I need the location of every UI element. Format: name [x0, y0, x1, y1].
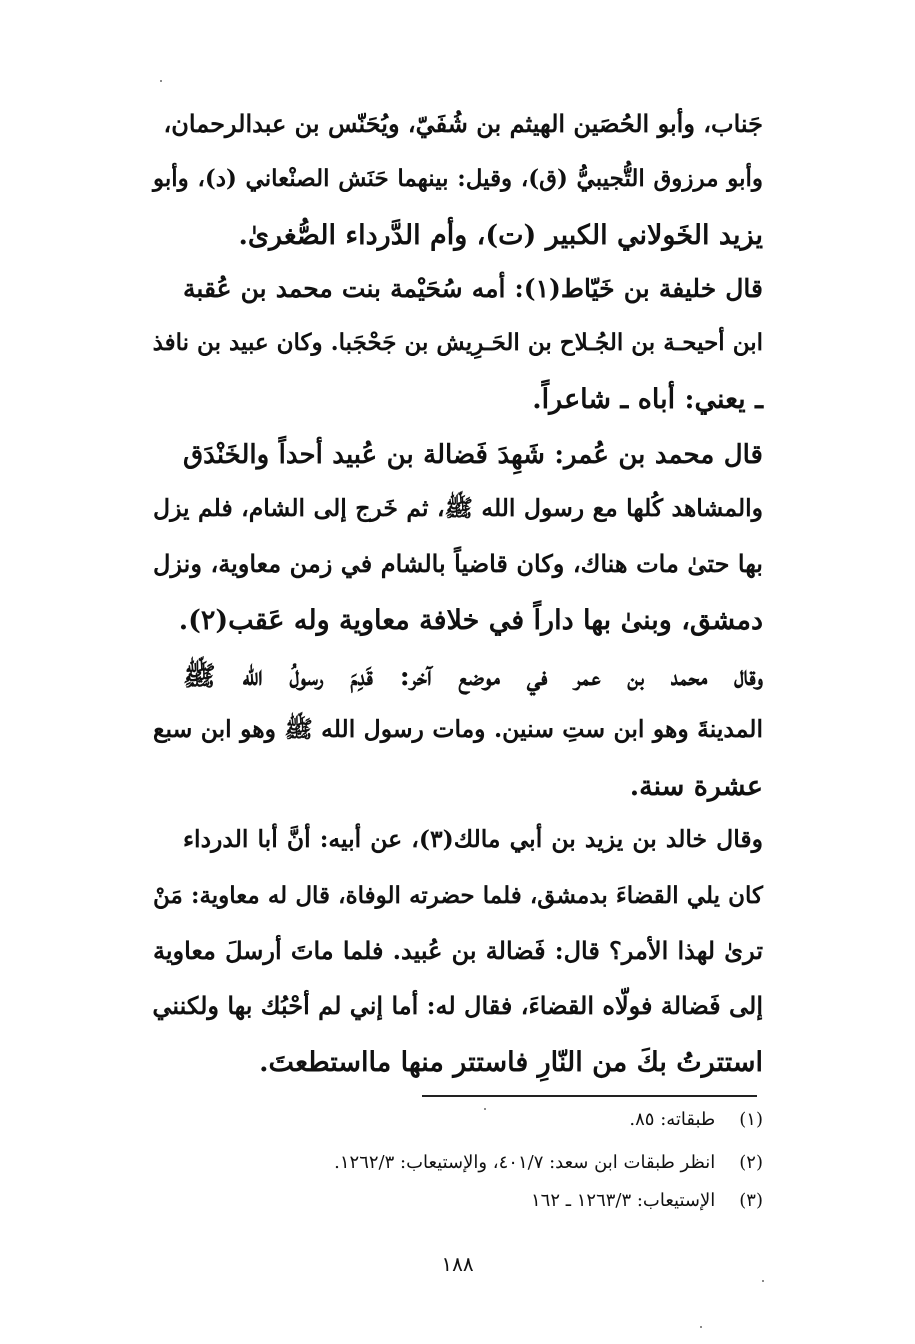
- footnote: [153, 1190, 763, 1211]
- text-line: بها حتىٰ مات هناك، وكان قاضياً بالشام في زمن معاوية، ونزل: [153, 549, 763, 578]
- footnote-text: طبقاته: ٨٥.: [629, 1109, 716, 1130]
- text-line: استترتُ بكَ من النّارِ فاستتر منها مااستطعتَ.: [259, 1047, 763, 1078]
- text-line: عشرة سنة.: [629, 771, 763, 802]
- scan-speck: [484, 1108, 486, 1110]
- text-line: المدينةَ وهو ابن ستِ سنين. ومات رسول الله ﷺ وهو ابن سبع: [153, 715, 763, 743]
- footnote-text: الإستيعاب: ١٢٦٣/٣ ـ ١٦٢: [531, 1190, 716, 1211]
- footnote: [153, 1109, 763, 1130]
- scan-speck: [700, 1326, 702, 1328]
- text-line: قال خليفة بن خَيّاط(١): أمه سُحَيْمة بنت محمد بن عُقبة: [183, 274, 763, 303]
- text-line: دمشق، وبنىٰ بها داراً في خلافة معاوية وله عَقب(٢).: [178, 605, 763, 636]
- text-line: وقال محمد بن عمر في موضع آخر: قَدِمَ رسولُ الله ﷺ: [183, 661, 763, 692]
- text-line: ترىٰ لهذا الأمر؟ قال: فَضالة بن عُبيد. فلما ماتَ أرسلَ معاوية: [153, 936, 763, 965]
- text-line: كان يلي القضاءَ بدمشق، فلما حضرته الوفاة، قال له معاوية: مَنْ: [153, 882, 763, 909]
- text-line: إلى فَضالة فولّاه القضاءَ، فقال له: أما إني لم أحْبُك بها ولكنني: [152, 991, 763, 1020]
- scan-speck: [762, 1280, 764, 1282]
- footnote-number: (٢): [739, 1152, 763, 1173]
- text-line: يزيد الخَولاني الكبير (ت)، وأم الدَّرداء الصُّغرىٰ.: [238, 220, 763, 251]
- footnote-number: (٣): [739, 1190, 763, 1211]
- footnote-text: انظر طبقات ابن سعد: ٤٠١/٧، والإستيعاب: ١٢٦٢/٣.: [334, 1152, 716, 1173]
- scan-speck: [160, 80, 162, 82]
- text-line: جَناب، وأبو الحُصَين الهيثم بن شُفَيّ، ويُحَنّس بن عبدالرحمان،: [163, 109, 763, 138]
- text-line: ابن أحيحـة بن الجُـلاح بن الحَـرِيش بن جَحْجَبا. وكان عبيد بن نافذ: [152, 329, 763, 356]
- page-number: ١٨٨: [441, 1252, 474, 1276]
- text-line: ـ يعني: أباه ـ شاعراً.: [532, 384, 763, 415]
- text-line: والمشاهد كُلها مع رسول الله ﷺ، ثم خَرج إلى الشام، فلم يزل: [153, 494, 763, 522]
- footnote: [153, 1152, 763, 1173]
- text-line: قال محمد بن عُمر: شَهِدَ فَضالة بن عُبيد أحداً والخَنْدَق: [183, 440, 763, 470]
- text-line: وقال خالد بن يزيد بن أبي مالك(٣)، عن أبيه: أنَّ أبا الدرداء: [183, 825, 763, 853]
- footnote-number: (١): [739, 1109, 763, 1130]
- text-line: وأبو مرزوق التُّجيبيُّ (ق)، وقيل: بينهما حَنَش الصنْعاني (د)، وأبو: [153, 165, 763, 192]
- footnote-separator: [422, 1095, 757, 1097]
